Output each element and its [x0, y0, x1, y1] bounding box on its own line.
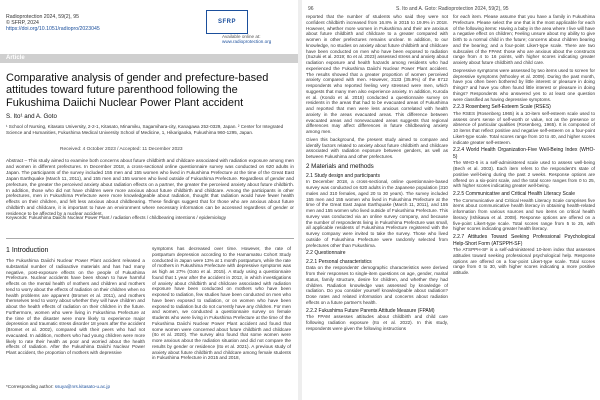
left-page: [0, 0, 298, 400]
copyright-line: © SFRP, 2024: [6, 20, 39, 26]
paragraph: The Communicative and Critical Health Literacy Scale comprises five items about communicative health literacy in obtaining health-related information from various sources and two items on critical health literacy (Ishikawa et al. 2008). Response options are offered on a five-point Likert-type scale. Total scores range from 5 to 25, with higher scores indicating greater health literacy.: [453, 197, 595, 232]
corresponding-author-footnote: [6, 384, 110, 389]
paragraph: Given this background, the present study aimed to compare and identify factors related to anxiety about future childbirth and childcare associated with radiation exposure between genders, as well as between Fukushima and other prefectures.: [306, 136, 448, 159]
who5-heading: 2.2.4 World Health Organization-Five Well-Being Index (WHO-5): [453, 147, 595, 160]
methods-heading: 2 Materials and methods: [306, 162, 374, 170]
journal-header: [6, 14, 100, 32]
page-number: 96: [308, 6, 314, 12]
intro-column-2: symptoms has decreased over time. However, the rate of postpartum depression according to the Hamamatsu Cohort Study conducted in Japan were 13% at 1 month postpartum, while the rate of mothers in Fukushima Prefecture with depressive symptoms was as high as 27% (Goto et al. 2015). A study using a questionnaire found that 1 year after the accident in 2012, in which investigations of anxiety about childbirth and childcare associated with radiation exposure have been conducted on mothers who have been exposed to radiation, few studies have been conducted on men who have been exposed to radiation, or on women who have been exposed to radiation but do not currently have any children. For men and women, we conducted a questionnaire survey on female students who were living in Fukushima Prefecture at the time of the Fukushima Daiichi Nuclear Power Plant accident and found that some women were concerned about future childbirth and childcare (Ito et al. 2020). The survey also found that some women were more anxious about the radiation situation and did not compare the results by gender or residence (Ito et al. 2021). A previous study of anxiety about future childbirth and childcare among female students in Fukushima Prefecture in 2015 and 2018,: [152, 246, 291, 361]
questionnaire-heading: 2.2 Questionnaire: [306, 250, 346, 257]
running-header: S. Ito and A. Goto: Radioprotection 2024, 59(2), 95: [396, 6, 509, 12]
author-affiliations: ¹ School of Nursing, Kitasato University, 2-2-1, Kitasato, Minamiku, Sagamihara-city, Kanagawa 252-0329, Japan. ² Center for Integrated Science and Humanities, Fukushima Medical University School of Medicine, 1, Hikarigaoka, Fukushima 960-1295, Japan.: [6, 124, 284, 135]
paragraph: The RSES (Rosenberg 1965) is a 10-item self-esteem scale used to assess one's sense of self-worth or value, not as the presence or absence of particular qualities (Rosenberg, 1965). It is composed of 10 items that reflect positive and negative self-esteem on a four-point Likert-type scale. Total scores range from 10 to 40, and higher scores indicate greater self-esteem.: [453, 110, 595, 145]
atspph-heading: 2.2.7 Attitudes Toward Seeking Professional Psychological Help-Short Form (ATSPPH-SF): [453, 234, 595, 247]
design-heading: 2.1 Study design and participants: [306, 172, 380, 179]
available-online-label: Available online at:: [222, 34, 261, 39]
article-authors: S. Ito¹ and A. Goto: [6, 113, 57, 120]
personal-characteristics-heading: 2.2.1 Personal characteristics: [306, 258, 372, 265]
paragraph: for each item. Please assume that you have a family in Fukushima Prefecture. Please select the one that is the most applicable for each of the following items: Having a baby in the area where I live will have a negative effect on children; Feeling unsure about my ability to give birth to a normal child in the future; concerns about children bearing and the bearing; and a four-point Likert-type scale. There are two subscales of the FPAM: those who are anxious about the constructs range from 4 to 16 points, with higher scores indicating greater anxiety about future childbirth and child care.: [453, 14, 595, 65]
paragraph: The WHO-5 is a self-administered scale used to assess well-being (Bech et al. 2003). Each item refers to the respondent's state of positive well-being during the past 2 weeks. Response options are offered on a six-point scale, and the total score ranges from 0 to 25, with higher scores indicating greater well-being.: [453, 160, 595, 189]
right-column-2: [453, 14, 595, 278]
paragraph: In December 2018, a cross-sectional, online questionnaire-based survey was conducted on 620 adults in the Japanese population (310 males and 310 females, aged 20 to 30 years). The survey included 155 men and 155 women who lived in Fukushima Prefecture at the time of the Great East Japan Earthquake (March 11, 2011), and 155 men and 155 women who lived outside of Fukushima Prefecture. This survey was conducted via an online survey company, and because the number of respondents living in Fukushima Prefecture was small, all applicable residents of Fukushima Prefecture registered with the survey company were invited to take the survey. Those who lived outside of Fukushima Prefecture were randomly selected from prefectures other than Fukushima.: [306, 179, 448, 248]
sfrp-logo: SFRP: [206, 10, 248, 34]
article-title: Comparative analysis of gender and prefecture-based attitudes toward future parenthood following the Fukushima Daiichi Nuclear Power Plant accident: [6, 72, 269, 109]
paragraph: The ATSPPH-SF is a self-administered 10-item index that assesses attitudes toward seeking professional psychological help. Response options are offered on a four-point Likert-type scale. Total scores range from 0 to 30, with higher scores indicating a more positive attitude.: [453, 247, 595, 275]
rses-heading: 2.2.3 Rosenberg Self-Esteem Scale (RSES): [453, 104, 551, 111]
availability-note: [222, 34, 271, 45]
footnote-label: *Corresponding author:: [6, 384, 54, 389]
received-accepted-dates: Received: 4 October 2023 / Accepted: 11 December 2023: [60, 147, 183, 152]
doi-link[interactable]: https://doi.org/10.1051/radiopro/2023045: [6, 26, 100, 32]
right-column-1: [306, 14, 448, 333]
introduction-heading: 1 Introduction: [6, 247, 49, 254]
intro-column-1: The Fukushima Daiichi Nuclear Power Plant accident released a substantial number of radioactive materials and has had many negative, post-exposure effects on the people of Fukushima Prefecture. Nuclear accidents have been shown to have harmful effects on the mental health of mothers and children and mothers tend to worry about the effects of radiation on their children when no health problems are apparent (Bromet et al. 2011), and mothers themselves tend to worry about whether they will have children and about the health effects of radiation on their children in the future. Furthermore, women who were living in Fukushima Prefecture at the time of the disaster were more likely to experience major depression and traumatic stress disorder 18 years after the accident (Bromet et al. 2002), compared with their peers who had not evacuated. In addition, mothers who had young children were more likely to rate their health as poor and worried about the health effects of radiation. After the Fukushima Daiichi Nuclear Power Plant accident, the proportion of mothers with depressive: [6, 258, 145, 355]
paragraph: reported that the number of students who said they were not confident childbirth increased from 16.8% in 2015 to 19.9% in 2018. However, whether more women in Fukushima and their are anxious about future childbirth and childcare to a greater compared with women in other prefectures remains unclear. In addition, to our knowledge, no studies on anxiety about future childbirth and childcare have been conducted on men who have been exposed to radiation (Suzuki et al. 2019; Ito et al. 2023) assessed stress and anxiety about radiation exposure and health hazards among residents who had experienced the Fukushima Daiichi Nuclear Power Plant accident. The results showed that a greater proportion of women perceived anxiety compared with men. However, 3133 (35.9%) of the 8712 respondents who reported feeling very stressed were men, which suggests that many men also experience anxiety. In addition, Kuroda et al. (Kondo et al. 2018) conducted a questionnaire survey on residents in the areas that had to be evacuated areas of Fukushima and reported that men were less anxious correlated with health anxiety in the areas evacuated areas. This difference between evacuated areas and nonevacuated areas suggests that regional differences may affect differences in future childbearing anxiety among men.: [306, 14, 448, 134]
paragraph: Depressive symptoms were assessed by two items used to screen for depressive symptoms (Whooley et al. 2009). During the past month, have you often been bothered by little interest or pleasure in doing things? and have you often found little interest or pleasure in doing things? Respondents who answered yes to at least one question were classified as having depressive symptoms.: [453, 67, 595, 102]
article-type-label: Article: [6, 55, 25, 61]
paragraph: The FPAM assesses attitudes about childbirth and child care following radiation exposure (Ito et al. 2022). In this study, respondents were given the following instructions: [306, 314, 448, 331]
fpam-heading: 2.2.2 Fukushima Future Parents Attitude Measure (FPAM): [306, 307, 435, 314]
paragraph: Data on the respondents' demographic characteristics were derived from their responses to single-item questions on age, gender, marital status, family structure, desire for children, and whether they had children. Radiation knowledge was assessed by knowledge of radiation. Do you consider yourself knowledgeable about radiation? Dose rates and related information and concerns about radiation effects on a future partner's health.: [306, 265, 448, 305]
article-type-band: [0, 54, 298, 63]
author-email-link[interactable]: ssuya@nrs.kitasato-u.ac.jp: [54, 384, 110, 389]
health-literacy-heading: 2.2.5 Communicative and Critical Health Literacy Scale: [453, 191, 575, 197]
journal-citation: Radioprotection 2024, 59(2), 95: [6, 14, 79, 20]
keywords: Keywords: Fukushima Daiichi Nuclear Power Plant / radiation effects / childbearing intentions / epidemiology: [6, 215, 227, 220]
abstract: Abstract – This study aimed to examine both concerns about future childbirth and childcare associated with radiation exposure among men and women in different prefectures. In December 2018, a cross-sectional online questionnaire survey was conducted on 620 adults in Japan. The participants of the survey included 155 men and 155 women who lived in Fukushima Prefecture at the time of the Great East Japan Earthquake (March 11, 2011), and 155 men and 155 women who lived outside of Fukushima Prefecture. Regardless of gender and prefecture, the greater the perceived anxiety about radiation effects on a partner, the greater the perceived anxiety about future childbirth. In addition, those who did not have children were more anxious about future childbirth and childcare. Among the participants in other prefectures, men in Fukushima Prefecture were more knowledgeable about radiation, thought that radiation would have fewer health effects on their children, and felt less anxious about childbearing. These findings suggest that for those who are anxious about future childbirth and childcare, it is important to have an environment where necessary information can be accessed regardless of gender or residence to be affected by a nuclear accident.: [6, 158, 294, 217]
journal-url-link[interactable]: www.radioprotection.org: [222, 39, 272, 45]
right-page: [302, 0, 600, 400]
section-divider: [6, 238, 294, 239]
